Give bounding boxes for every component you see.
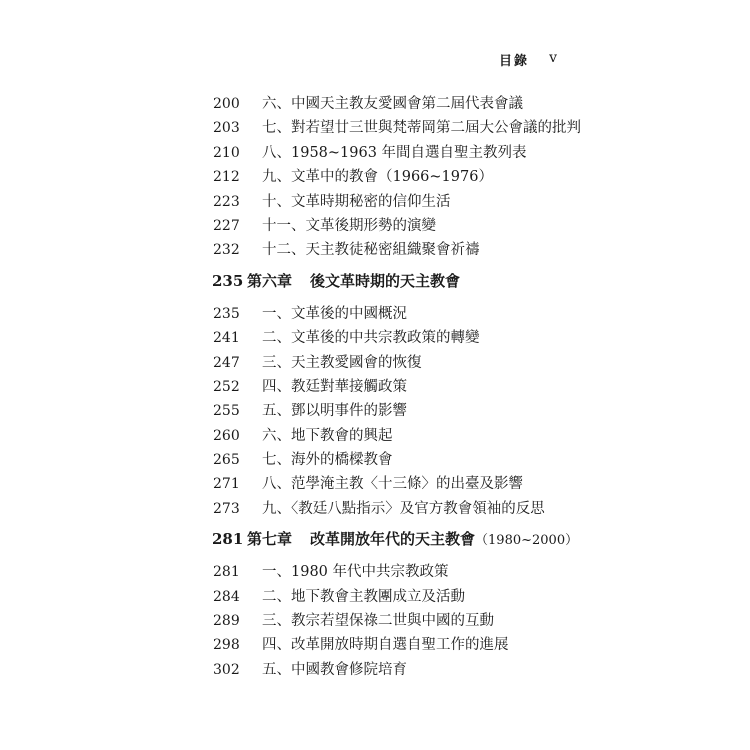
- chapter-page-number: 235: [212, 271, 244, 290]
- chapter-title: 後文革時期的天主教會: [310, 271, 461, 290]
- toc-page-number: 232: [213, 242, 240, 259]
- toc-page-number: 298: [213, 637, 240, 654]
- toc-entry: [0, 92, 750, 116]
- toc-entry-title: 十一、文革後期形勢的演變: [262, 217, 436, 234]
- toc-entry: [0, 585, 750, 609]
- toc-entry: [0, 472, 750, 496]
- toc-entry-title: 一、1980 年代中共宗教政策: [262, 564, 449, 581]
- toc-entry: [0, 238, 750, 262]
- toc-page-number: 265: [213, 452, 240, 469]
- toc-entry-title: 四、教廷對華接觸政策: [262, 378, 407, 395]
- toc-page-number: 241: [213, 330, 240, 347]
- toc-entry: [0, 560, 750, 584]
- chapter-title-group: [247, 524, 578, 556]
- toc-page-number: 235: [213, 305, 240, 322]
- toc-page-number: 227: [213, 217, 240, 234]
- toc-entry-title: 九、〈教廷八點指示〉及官方教會領袖的反思: [262, 500, 545, 517]
- toc-entry-title: 七、海外的橋樑教會: [262, 452, 393, 469]
- toc-entry: [0, 116, 750, 140]
- toc-entry: [0, 375, 750, 399]
- running-header: [0, 50, 750, 70]
- toc-entry-title: 十二、天主教徒秘密組織聚會祈禱: [262, 242, 480, 259]
- toc-entry: [0, 609, 750, 633]
- toc-entry-title: 四、改革開放時期自選自聖工作的進展: [262, 637, 509, 654]
- toc-entry: [0, 302, 750, 326]
- toc-entry: [0, 141, 750, 165]
- toc-entry-title: 八、1958~1963 年間自選自聖主教列表: [262, 144, 527, 161]
- toc-page-number: 271: [213, 476, 240, 493]
- toc-page-number: 212: [213, 169, 240, 186]
- toc-entry-title: 三、天主教愛國會的恢復: [262, 354, 422, 371]
- toc-entry: [0, 214, 750, 238]
- toc-page-number: 281: [213, 564, 240, 581]
- header-label: 目錄: [498, 54, 529, 69]
- toc-entry-title: 二、地下教會主教團成立及活動: [262, 588, 465, 605]
- toc-page-number: 255: [213, 403, 240, 420]
- toc-entry-title: 六、中國天主教友愛國會第二屆代表會議: [262, 96, 523, 112]
- toc-entry-title: 一、文革後的中國概況: [262, 305, 407, 322]
- toc-entry-title: 十、文革時期秘密的信仰生活: [262, 193, 451, 210]
- toc-page-number: 203: [213, 120, 240, 137]
- toc-entry-title: 三、教宗若望保祿二世與中國的互動: [262, 613, 494, 630]
- toc-entry-title: 二、文革後的中共宗教政策的轉變: [262, 330, 480, 347]
- toc-chapter-heading: [0, 266, 750, 296]
- toc-entry-title: 八、范學淹主教〈十三條〉的出臺及影響: [262, 476, 523, 493]
- toc-page-number: 302: [213, 661, 240, 678]
- toc-page-number: 273: [213, 500, 240, 517]
- toc-entry: [0, 165, 750, 189]
- toc-entry-title: 五、鄧以明事件的影響: [262, 403, 407, 420]
- toc-entry: [0, 326, 750, 350]
- chapter-years: （1980~2000）: [475, 533, 579, 549]
- chapter-page-number: 281: [212, 530, 244, 549]
- toc-page-number: 260: [213, 427, 240, 444]
- toc-page-number: 247: [213, 354, 240, 371]
- toc-entry: [0, 399, 750, 423]
- toc-entry: [0, 424, 750, 448]
- toc-entry: [0, 448, 750, 472]
- toc-entry: [0, 633, 750, 657]
- toc-entry-title: 五、中國教會修院培育: [262, 661, 407, 678]
- chapter-title-group: [247, 266, 460, 298]
- toc-page-number: 200: [213, 96, 240, 112]
- chapter-number: 第七章: [247, 530, 293, 549]
- toc-entry: [0, 351, 750, 375]
- toc-entry: [0, 497, 750, 521]
- table-of-contents: [0, 92, 750, 682]
- toc-entry-title: 六、地下教會的興起: [262, 427, 393, 444]
- header-page-number: v: [549, 50, 557, 66]
- toc-page-number: 252: [213, 378, 240, 395]
- toc-page-number: 210: [213, 144, 240, 161]
- toc-chapter-heading: [0, 524, 750, 554]
- toc-entry: [0, 190, 750, 214]
- toc-page-number: 284: [213, 588, 240, 605]
- chapter-title: 改革開放年代的天主教會: [310, 530, 476, 549]
- toc-entry-title: 七、對若望廿三世與梵蒂岡第二屆大公會議的批判: [262, 120, 581, 137]
- chapter-number: 第六章: [247, 271, 293, 290]
- toc-entry-title: 九、文革中的教會（1966~1976）: [262, 169, 493, 186]
- toc-entry: [0, 658, 750, 682]
- toc-page-number: 289: [213, 613, 240, 630]
- toc-page-number: 223: [213, 193, 240, 210]
